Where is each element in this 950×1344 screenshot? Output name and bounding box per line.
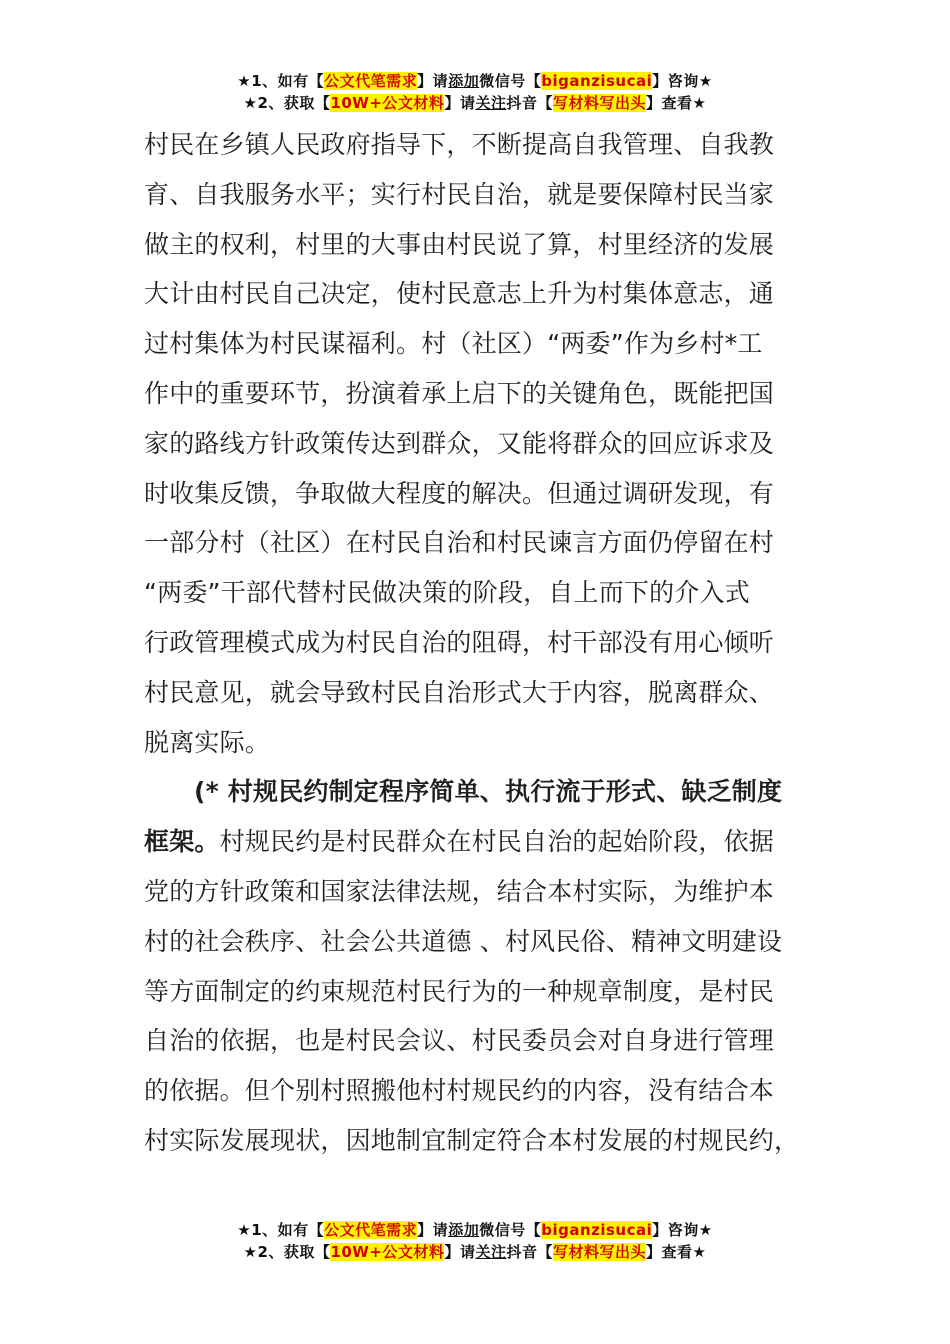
body-line: 村民在乡镇人民政府指导下，不断提高自我管理、自我教 xyxy=(144,130,775,159)
highlight-douyin: 写材料写出头 xyxy=(552,1243,646,1261)
body-line: 大计由村民自己决定，使村民意志上升为村集体意志，通 xyxy=(144,279,775,309)
header-banner xyxy=(0,70,950,114)
body-line: 作中的重要环节，扮演着承上启下的关键角色，既能把国 xyxy=(144,378,775,408)
banner-line-2: ★2、获取【10W+公文材料】请关注抖音【写材料写出头】查看★ xyxy=(243,94,707,112)
body-line: 村的社会秩序、社会公共道德 、村风民俗、精神文明建设 xyxy=(144,926,783,956)
body-line: 党的方针政策和国家法律法规，结合本村实际，为维护本 xyxy=(144,876,775,906)
body-line: 时收集反馈，争取做大程度的解决。但通过调研发现，有 xyxy=(144,478,775,508)
highlight-wechat-id: biganzisucai xyxy=(541,1221,653,1239)
highlight-materials: 10W+公文材料 xyxy=(330,94,445,112)
document-body xyxy=(144,120,809,1166)
body-line: “两委”干部代替村民做决策的阶段，自上而下的介入式 xyxy=(144,578,750,608)
highlight-douyin: 写材料写出头 xyxy=(552,94,646,112)
section-heading: (* 村规民约制定程序简单、执行流于形式、缺乏制度 xyxy=(194,777,783,807)
body-line: 一部分村（社区）在村民自治和村民谏言方面仍停留在村 xyxy=(144,528,775,558)
body-line: 家的路线方针政策传达到群众，又能将群众的回应诉求及 xyxy=(144,428,775,458)
body-line: 的依据。但个别村照搬他村村规民约的内容，没有结合本 xyxy=(144,1076,775,1106)
banner-line-1: ★1、如有【公文代笔需求】请添加微信号【biganzisucai】咨询★ xyxy=(237,1221,713,1239)
highlight-service: 公文代笔需求 xyxy=(324,1221,418,1239)
footer-banner xyxy=(0,1219,950,1263)
banner-line-1: ★1、如有【公文代笔需求】请添加微信号【biganzisucai】咨询★ xyxy=(237,72,713,90)
highlight-wechat-id: biganzisucai xyxy=(541,72,653,90)
highlight-materials: 10W+公文材料 xyxy=(330,1243,445,1261)
body-line: 自治的依据，也是村民会议、村民委员会对自身进行管理 xyxy=(144,1026,775,1056)
body-line: 做主的权利，村里的大事由村民说了算，村里经济的发展 xyxy=(144,229,775,259)
highlight-service: 公文代笔需求 xyxy=(324,72,418,90)
body-line: 等方面制定的约束规范村民行为的一种规章制度，是村民 xyxy=(144,976,775,1006)
banner-line-2: ★2、获取【10W+公文材料】请关注抖音【写材料写出头】查看★ xyxy=(243,1243,707,1261)
body-line: 村民意见，就会导致村民自治形式大于内容，脱离群众、 xyxy=(144,677,775,707)
body-line: 过村集体为村民谋福利。村（社区）“两委”作为乡村*工 xyxy=(144,329,763,359)
body-line: 框架。村规民约是村民群众在村民自治的起始阶段，依据 xyxy=(144,827,775,857)
body-line: 脱离实际。 xyxy=(144,727,271,757)
body-line: 村实际发展现状，因地制宜制定符合本村发展的村规民约， xyxy=(144,1125,800,1155)
section-heading-tail: 框架。 xyxy=(144,827,220,857)
body-line: 行政管理模式成为村民自治的阻碍，村干部没有用心倾听 xyxy=(144,627,775,657)
body-line: 育、自我服务水平；实行村民自治，就是要保障村民当家 xyxy=(144,179,775,209)
